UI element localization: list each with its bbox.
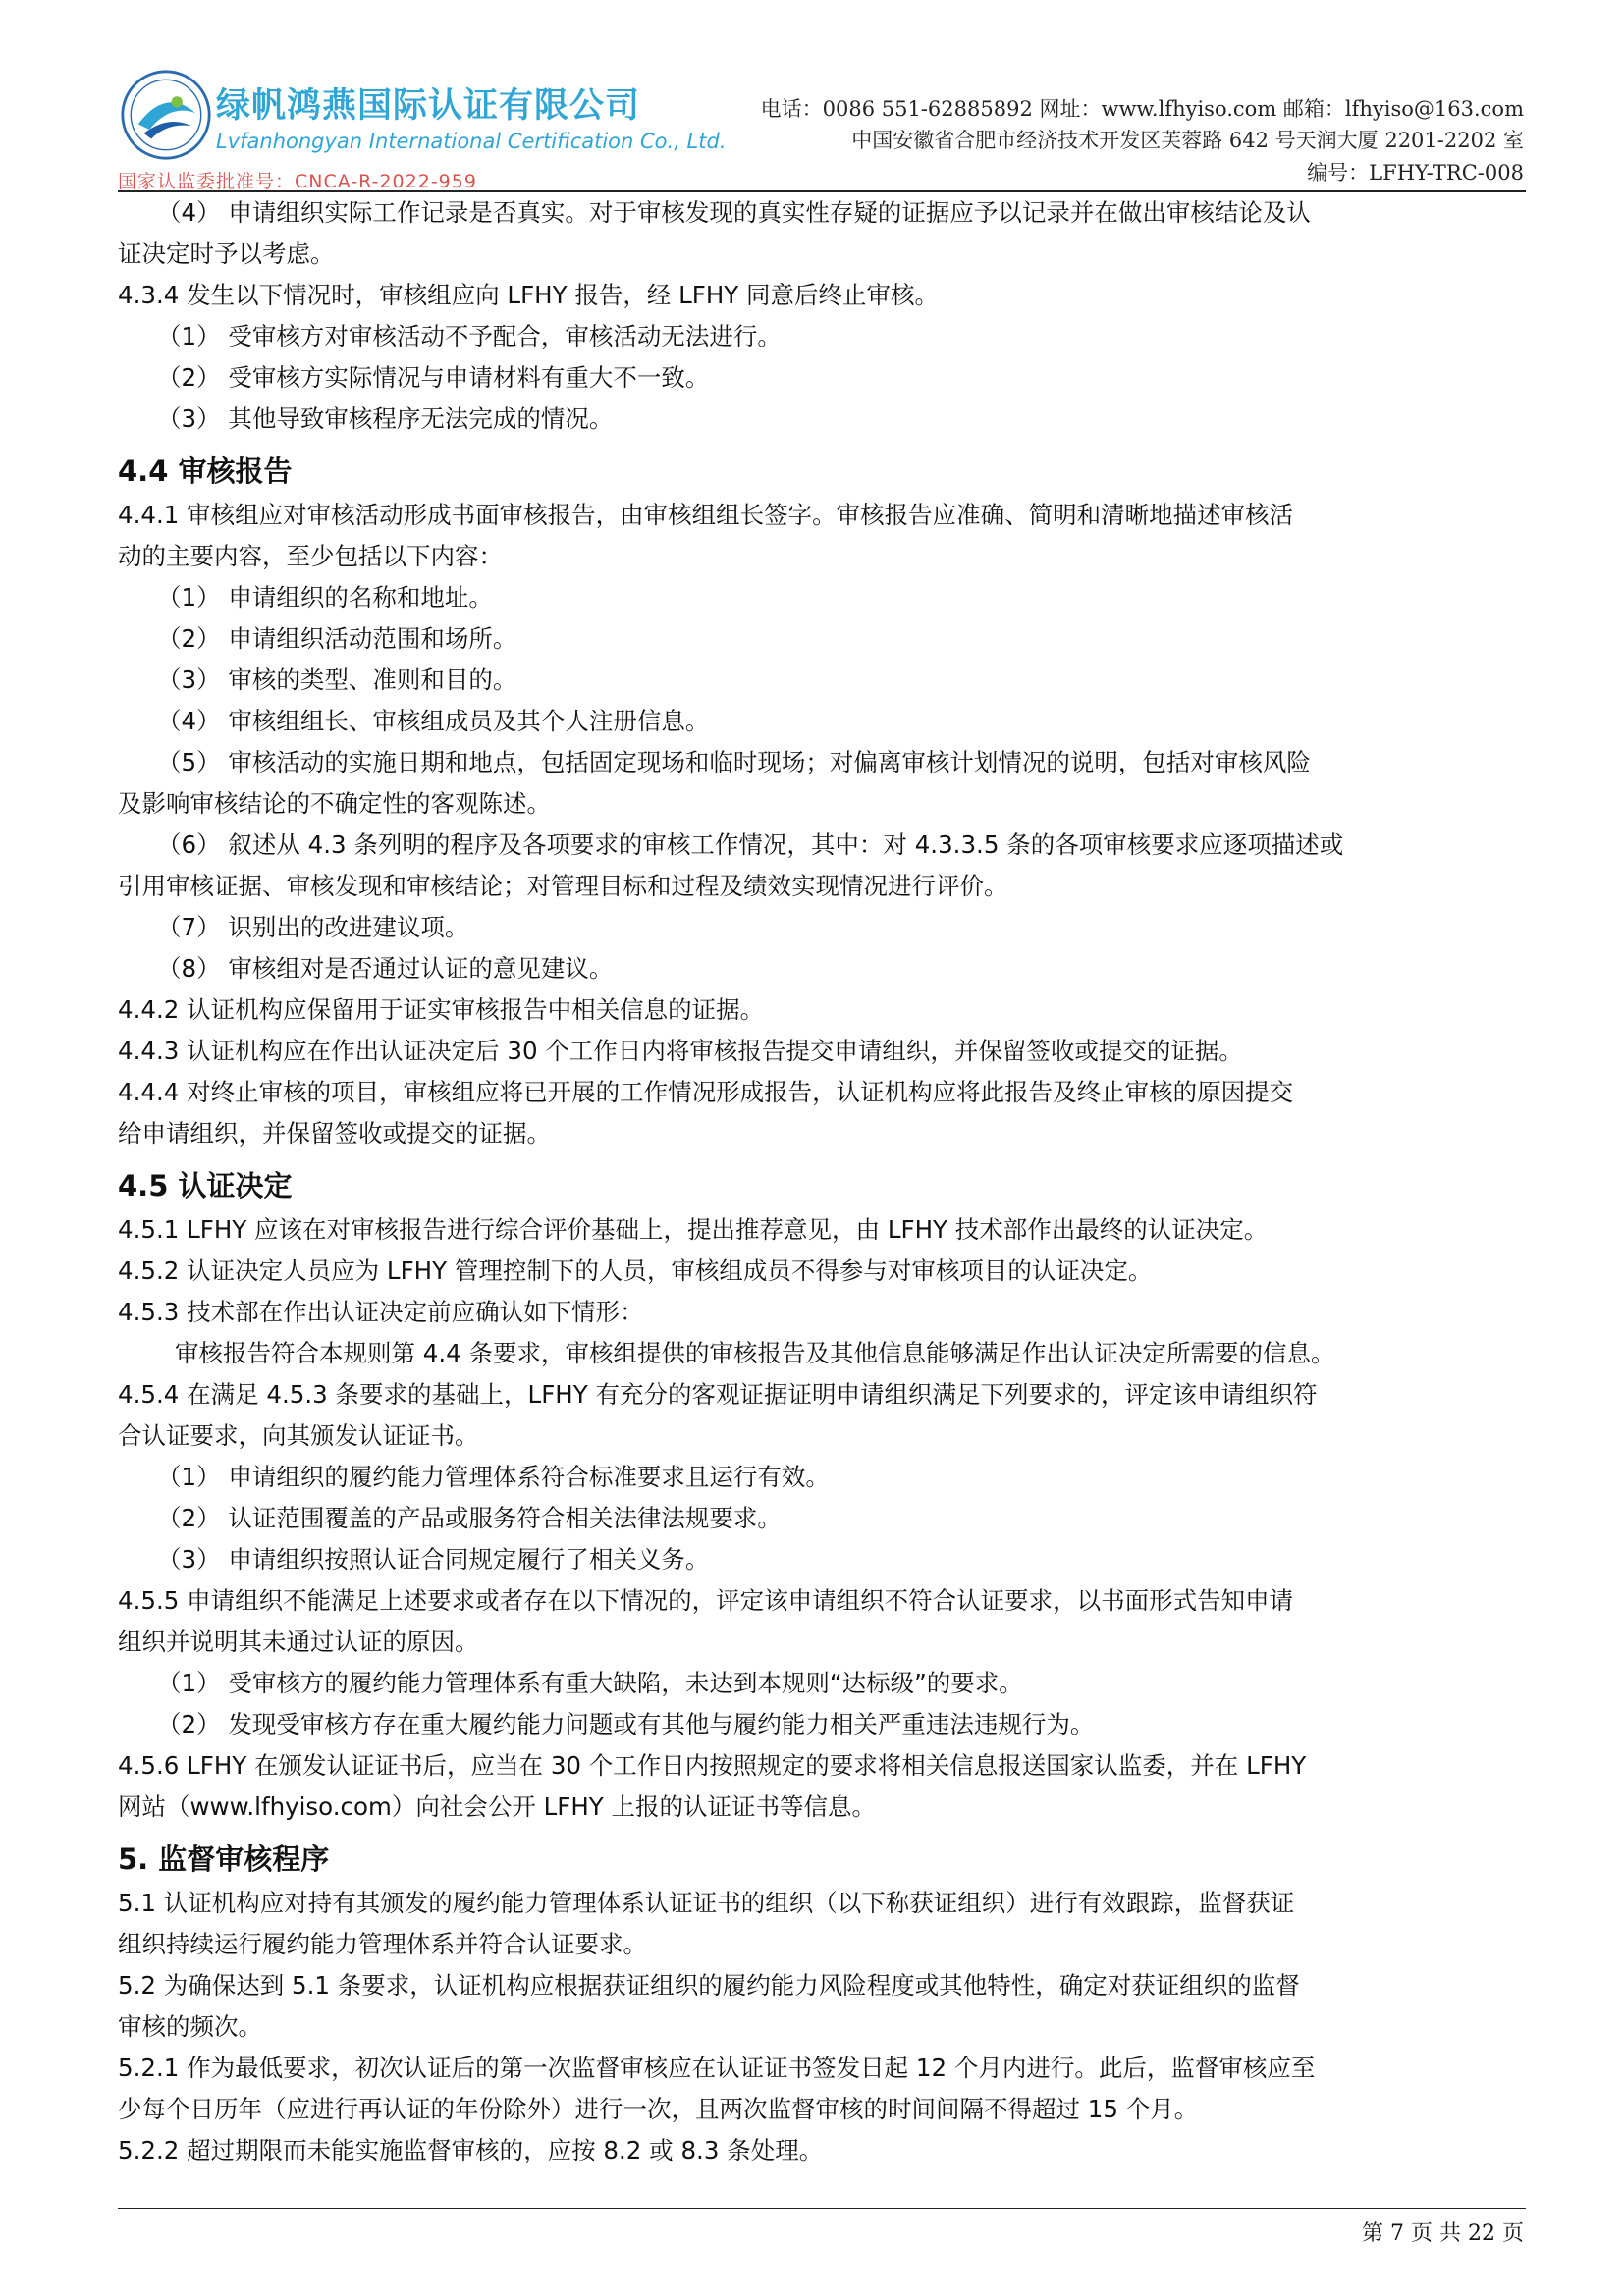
clause-4-3-4: 4.3.4 发生以下情况时，审核组应向 LFHY 报告，经 LFHY 同意后终止审核。 — [118, 281, 940, 309]
paragraph: （4） 申请组织实际工作记录是否真实。对于审核发现的真实性存疑的证据应予以记录并在做出审核结论及认 — [157, 198, 1311, 227]
paragraph: 审核的频次。 — [118, 2012, 262, 2041]
section-heading-5: 5. 监督审核程序 — [118, 1842, 330, 1876]
list-item: （1） 受审核方对审核活动不予配合，审核活动无法进行。 — [157, 322, 782, 350]
list-item: （2） 申请组织活动范围和场所。 — [157, 624, 517, 653]
list-item: （2） 认证范围覆盖的产品或服务符合相关法律法规要求。 — [157, 1504, 782, 1532]
company-logo — [120, 69, 212, 161]
clause-4-5-5: 4.5.5 申请组织不能满足上述要求或者存在以下情况的，评定该申请组织不符合认证要求，以书面形式告知申请 — [118, 1586, 1294, 1615]
list-item: （3） 审核的类型、准则和目的。 — [157, 666, 517, 694]
clause-4-4-3: 4.4.3 认证机构应在作出认证决定后 30 个工作日内将审核报告提交申请组织，并保留签收或提交的证据。 — [118, 1037, 1243, 1065]
paragraph: 证决定时予以考虑。 — [118, 240, 335, 268]
paragraph: 组织并说明其未通过认证的原因。 — [118, 1628, 479, 1656]
company-name-en: Lvfanhongyan International Certification Co., Ltd. — [216, 130, 727, 153]
company-name-cn: 绿帆鸿燕国际认证有限公司 — [216, 86, 641, 126]
clause-4-5-3: 4.5.3 技术部在作出认证决定前应确认如下情形： — [118, 1298, 644, 1326]
paragraph: 少每个日历年（应进行再认证的年份除外）进行一次，且两次监督审核的时间间隔不得超过 15 个月。 — [118, 2095, 1199, 2123]
list-item: （2） 受审核方实际情况与申请材料有重大不一致。 — [157, 363, 710, 392]
approval-number: 国家认监委批准号：CNCA-R-2022-959 — [118, 171, 477, 192]
paragraph: 审核报告符合本规则第 4.4 条要求，审核组提供的审核报告及其他信息能够满足作出认证决定所需要的信息。 — [175, 1339, 1335, 1367]
document-body — [118, 192, 1532, 2171]
paragraph: 网站（www.lfhyiso.com）向社会公开 LFHY 上报的认证证书等信息。 — [118, 1792, 877, 1821]
list-item: （5） 审核活动的实施日期和地点，包括固定现场和临时现场；对偏离审核计划情况的说明，包括对审核风险 — [157, 748, 1311, 776]
paragraph: 组织持续运行履约能力管理体系并符合认证要求。 — [118, 1930, 647, 1958]
clause-5-2: 5.2 为确保达到 5.1 条要求，认证机构应根据获证组织的履约能力风险程度或其他特性，确定对获证组织的监督 — [118, 1971, 1300, 2000]
clause-4-4-4: 4.4.4 对终止审核的项目，审核组应将已开展的工作情况形成报告，认证机构应将此报告及终止审核的原因提交 — [118, 1078, 1294, 1106]
list-item: （1） 受审核方的履约能力管理体系有重大缺陷，未达到本规则“达标级”的要求。 — [157, 1669, 1023, 1697]
address: 中国安徽省合肥市经济技术开发区芙蓉路 642 号天润大厦 2201-2202 室 — [851, 129, 1524, 152]
contact-info: 电话：0086 551-62885892 网址：www.lfhyiso.com 邮箱：lfhyiso@163.com — [760, 97, 1524, 121]
section-heading-4-4: 4.4 审核报告 — [118, 454, 293, 488]
clause-5-2-2: 5.2.2 超过期限而未能实施监督审核的，应按 8.2 或 8.3 条处理。 — [118, 2136, 824, 2164]
clause-5-1: 5.1 认证机构应对持有其颁发的履约能力管理体系认证证书的组织（以下称获证组织）进行有效跟踪，监督获证 — [118, 1889, 1295, 1917]
footer-divider — [118, 2208, 1526, 2209]
list-item: （7） 识别出的改进建议项。 — [157, 913, 469, 941]
page-number: 第 7 页 共 22 页 — [1362, 2221, 1524, 2246]
paragraph: 引用审核证据、审核发现和审核结论；对管理目标和过程及绩效实现情况进行评价。 — [118, 872, 1008, 900]
list-item: （2） 发现受审核方存在重大履约能力问题或有其他与履约能力相关严重违法违规行为。 — [157, 1710, 1095, 1738]
list-item: （3） 其他导致审核程序无法完成的情况。 — [157, 404, 614, 433]
clause-5-2-1: 5.2.1 作为最低要求，初次认证后的第一次监督审核应在认证证书签发日起 12 个月内进行。此后，监督审核应至 — [118, 2054, 1316, 2082]
clause-4-5-1: 4.5.1 LFHY 应该在对审核报告进行综合评价基础上，提出推荐意见，由 LFHY 技术部作出最终的认证决定。 — [118, 1215, 1269, 1244]
clause-4-5-4: 4.5.4 在满足 4.5.3 条要求的基础上，LFHY 有充分的客观证据证明申请组织满足下列要求的，评定该申请组织符 — [118, 1380, 1318, 1409]
list-item: （1） 申请组织的名称和地址。 — [157, 583, 493, 612]
list-item: （3） 申请组织按照认证合同规定履行了相关义务。 — [157, 1545, 710, 1574]
clause-4-4-1: 4.4.1 审核组应对审核活动形成书面审核报告，由审核组组长签字。审核报告应准确、简明和清晰地描述审核活 — [118, 501, 1294, 529]
paragraph: 动的主要内容，至少包括以下内容： — [118, 542, 503, 570]
paragraph: 给申请组织，并保留签收或提交的证据。 — [118, 1119, 551, 1148]
list-item: （8） 审核组对是否通过认证的意见建议。 — [157, 954, 614, 983]
clause-4-5-2: 4.5.2 认证决定人员应为 LFHY 管理控制下的人员，审核组成员不得参与对审核项目的认证决定。 — [118, 1256, 1153, 1285]
document-number: 编号：LFHY-TRC-008 — [1307, 161, 1524, 185]
clause-4-5-6: 4.5.6 LFHY 在颁发认证证书后，应当在 30 个工作日内按照规定的要求将相关信息报送国家认监委，并在 LFHY — [118, 1751, 1307, 1780]
list-item: （4） 审核组组长、审核组成员及其个人注册信息。 — [157, 707, 710, 735]
paragraph: 合认证要求，向其颁发认证证书。 — [118, 1421, 479, 1450]
paragraph: 及影响审核结论的不确定性的客观陈述。 — [118, 789, 551, 818]
clause-4-4-2: 4.4.2 认证机构应保留用于证实审核报告中相关信息的证据。 — [118, 995, 765, 1024]
list-item: （1） 申请组织的履约能力管理体系符合标准要求且运行有效。 — [157, 1463, 830, 1491]
list-item: （6） 叙述从 4.3 条列明的程序及各项要求的审核工作情况，其中：对 4.3.3.5 条的各项审核要求应逐项描述或 — [157, 830, 1344, 859]
section-heading-4-5: 4.5 认证决定 — [118, 1169, 293, 1202]
